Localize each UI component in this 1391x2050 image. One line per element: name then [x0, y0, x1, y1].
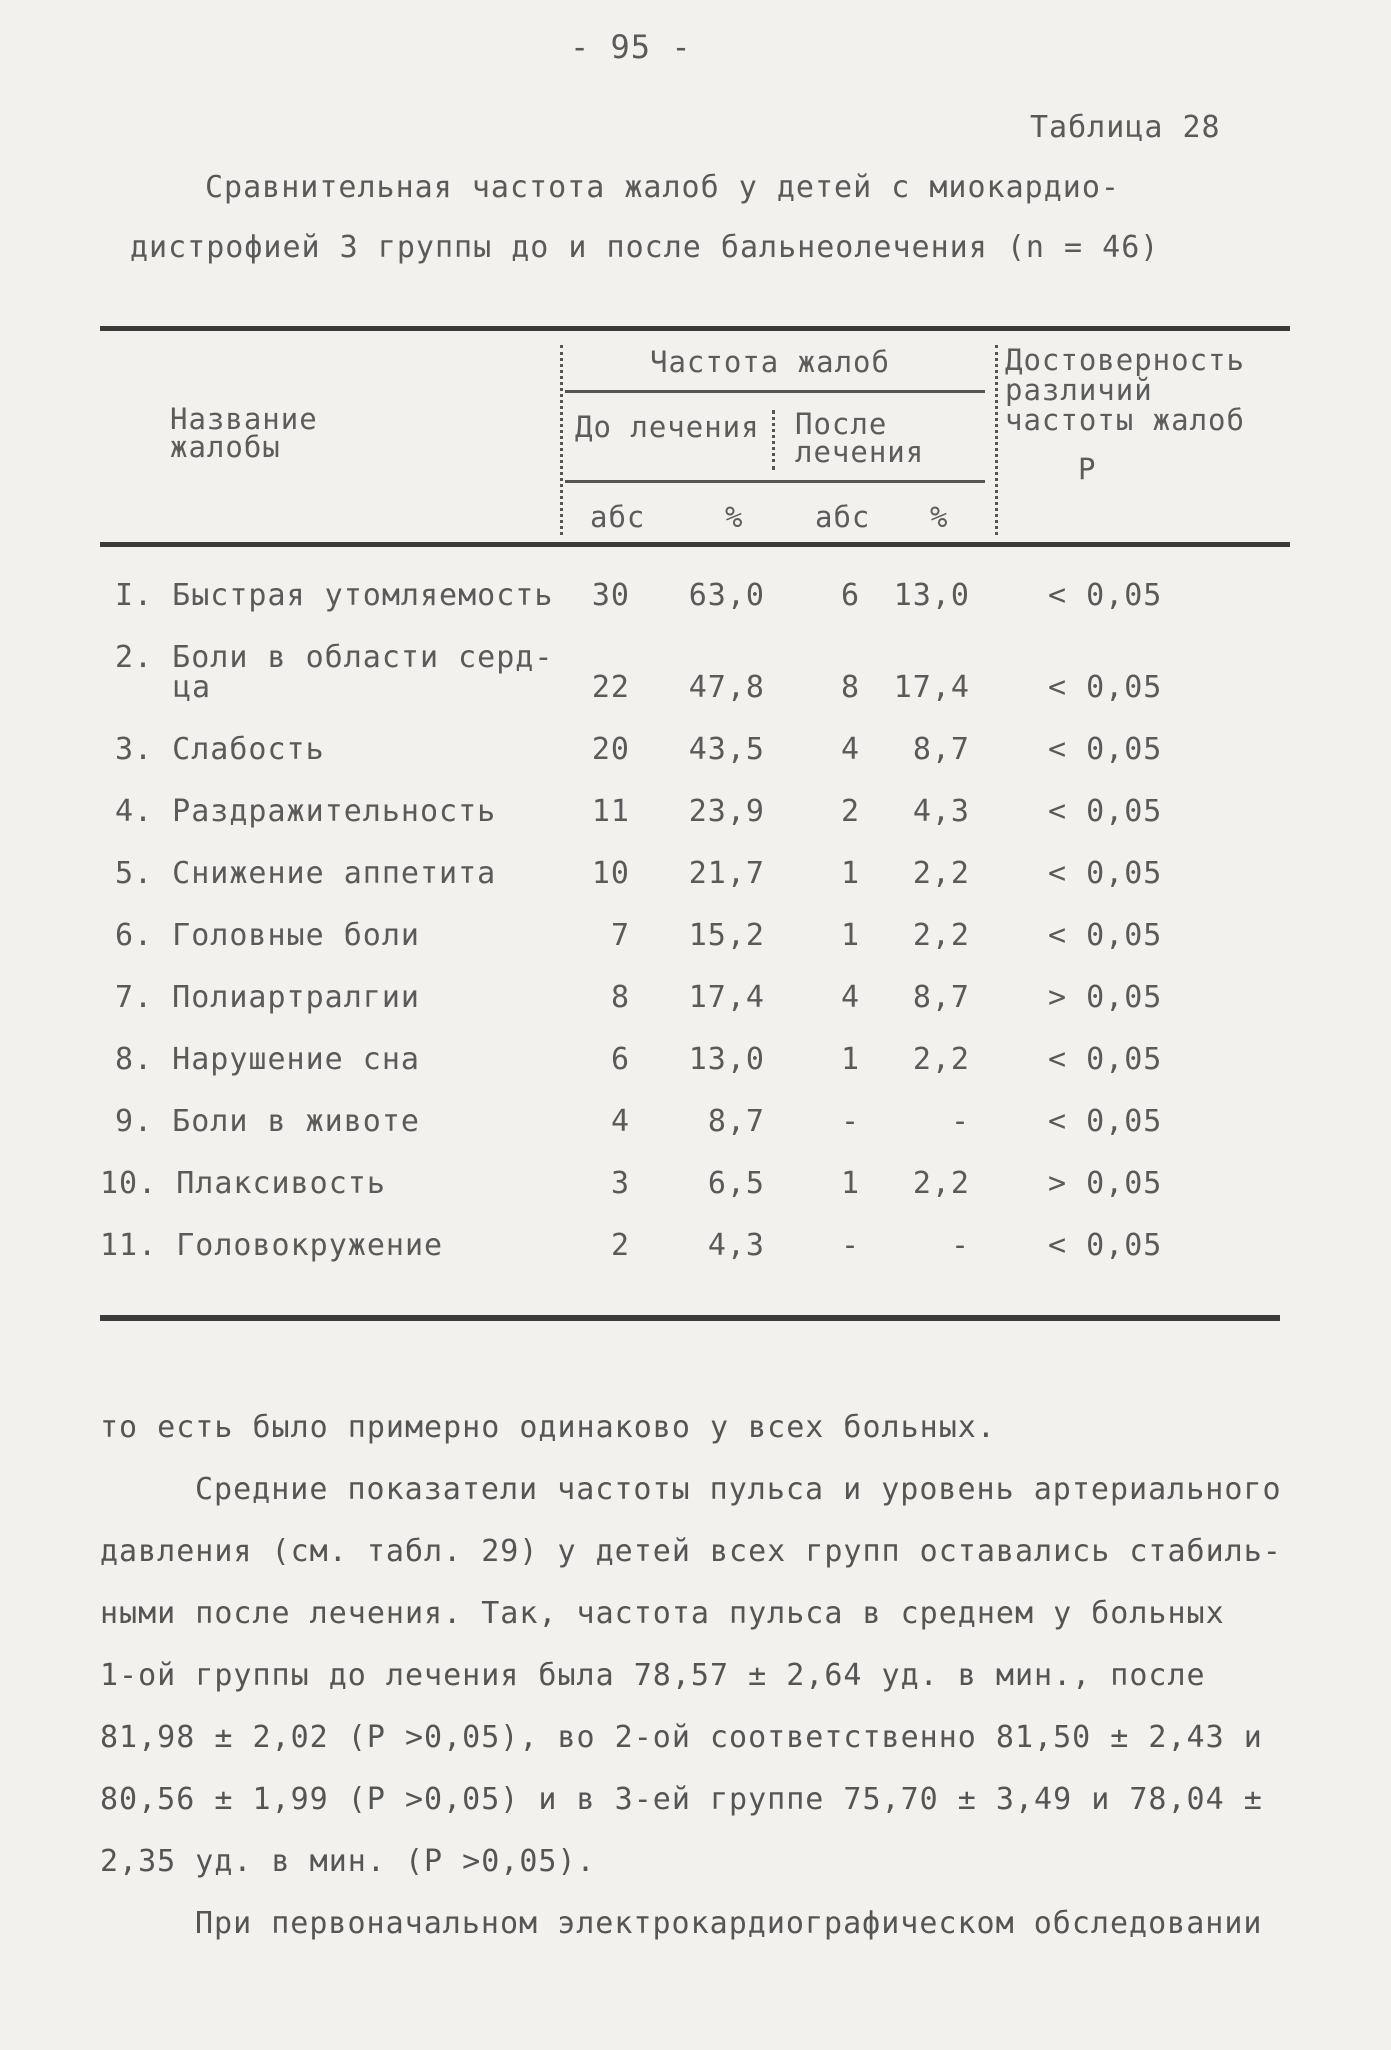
header-p: P: [1078, 452, 1097, 486]
header-reliability: Достоверность различий частоты жалоб: [1005, 343, 1245, 437]
body-line-5: 1-ой группы до лечения была 78,57 ± 2,64 уд. в мин., после: [100, 1658, 1206, 1693]
row-name-cont: ца: [173, 670, 212, 705]
table-bottom-rule: [100, 1315, 1280, 1321]
row-p: < 0,05: [1048, 794, 1163, 829]
table-top-rule: [100, 326, 1290, 331]
col-separator-right: [995, 345, 998, 535]
row-before-pct: 6,5: [707, 1166, 765, 1201]
row-after-pct: 8,7: [912, 980, 970, 1015]
row-before-abs: 8: [610, 980, 630, 1015]
table-caption-line2: дистрофией 3 группы до и после бальнеолечения (n = 46): [130, 230, 1160, 265]
row-name: I. Быстрая утомляемость: [115, 578, 554, 613]
body-line-8: 2,35 уд. в мин. (P >0,05).: [100, 1844, 596, 1879]
row-after-abs: 4: [840, 980, 860, 1015]
row-p: > 0,05: [1048, 1166, 1163, 1201]
row-after-abs: 2: [840, 794, 860, 829]
header-before: До лечения: [575, 410, 760, 444]
row-before-abs: 10: [591, 856, 630, 891]
row-before-abs: 30: [591, 578, 630, 613]
row-before-abs: 6: [610, 1042, 630, 1077]
row-before-pct: 43,5: [688, 732, 765, 767]
header-bottom-rule: [100, 542, 1290, 547]
header-complaint-name: Название жалобы: [170, 402, 318, 464]
row-before-pct: 21,7: [688, 856, 765, 891]
row-p: < 0,05: [1048, 732, 1163, 767]
row-p: < 0,05: [1048, 918, 1163, 953]
body-line-4: ными после лечения. Так, частота пульса в среднем у больных: [100, 1596, 1225, 1631]
row-p: > 0,05: [1048, 980, 1163, 1015]
body-line-1: то есть было примерно одинаково у всех больных.: [100, 1410, 996, 1445]
row-before-pct: 8,7: [707, 1104, 765, 1139]
header-after: После лечения: [795, 407, 925, 469]
body-line-3: давления (см. табл. 29) у детей всех групп оставались стабиль-: [100, 1534, 1282, 1569]
row-after-pct: 2,2: [912, 856, 970, 891]
row-after-abs: 4: [840, 732, 860, 767]
header-before-abs: абс: [590, 500, 646, 534]
row-name: 10. Плаксивость: [100, 1166, 386, 1201]
row-before-pct: 13,0: [688, 1042, 765, 1077]
row-after-pct: 2,2: [912, 1042, 970, 1077]
row-before-abs: 20: [591, 732, 630, 767]
row-after-abs: -: [840, 1104, 860, 1139]
row-p: < 0,05: [1048, 578, 1163, 613]
row-name: 9. Боли в животе: [115, 1104, 420, 1139]
row-after-pct: 17,4: [893, 670, 970, 705]
row-after-abs: 1: [840, 856, 860, 891]
row-after-abs: 1: [840, 1042, 860, 1077]
row-after-abs: 8: [840, 670, 860, 705]
row-before-abs: 22: [591, 670, 630, 705]
row-p: < 0,05: [1048, 1228, 1163, 1263]
row-after-abs: 6: [840, 578, 860, 613]
row-name: 2. Боли в области серд-: [115, 640, 554, 675]
row-after-abs: 1: [840, 918, 860, 953]
body-line-2: Средние показатели частоты пульса и уровень артериального: [195, 1472, 1282, 1507]
header-subcol-rule: [565, 480, 985, 483]
row-after-pct: 2,2: [912, 918, 970, 953]
row-name: 11. Головокружение: [100, 1228, 444, 1263]
row-name: 3. Слабость: [115, 732, 325, 767]
row-p: < 0,05: [1048, 670, 1163, 705]
row-p: < 0,05: [1048, 1042, 1163, 1077]
row-before-abs: 7: [610, 918, 630, 953]
row-before-abs: 3: [610, 1166, 630, 1201]
row-name: 6. Головные боли: [115, 918, 420, 953]
header-after-abs: абс: [815, 500, 871, 534]
row-after-pct: 13,0: [893, 578, 970, 613]
header-frequency-rule: [565, 390, 985, 393]
row-after-pct: -: [950, 1228, 970, 1263]
row-name: 8. Нарушение сна: [115, 1042, 420, 1077]
row-before-pct: 47,8: [688, 670, 765, 705]
header-frequency: Частота жалоб: [650, 345, 890, 379]
row-p: < 0,05: [1048, 1104, 1163, 1139]
row-before-pct: 63,0: [688, 578, 765, 613]
row-before-abs: 2: [610, 1228, 630, 1263]
row-name: 5. Снижение аппетита: [115, 856, 497, 891]
row-before-pct: 4,3: [707, 1228, 765, 1263]
row-after-pct: 2,2: [912, 1166, 970, 1201]
row-after-pct: -: [950, 1104, 970, 1139]
row-after-pct: 8,7: [912, 732, 970, 767]
row-before-pct: 15,2: [688, 918, 765, 953]
page-number: - 95 -: [570, 28, 692, 66]
row-after-pct: 4,3: [912, 794, 970, 829]
row-after-abs: 1: [840, 1166, 860, 1201]
row-p: < 0,05: [1048, 856, 1163, 891]
row-name: 4. Раздражительность: [115, 794, 497, 829]
row-before-pct: 23,9: [688, 794, 765, 829]
table-caption-line1: Сравнительная частота жалоб у детей с миокардио-: [205, 170, 1120, 205]
body-line-6: 81,98 ± 2,02 (P >0,05), во 2-ой соответственно 81,50 ± 2,43 и: [100, 1720, 1263, 1755]
row-after-abs: -: [840, 1228, 860, 1263]
body-line-9: При первоначальном электрокардиографическом обследовании: [195, 1906, 1263, 1941]
col-separator-left: [560, 345, 563, 535]
row-before-abs: 4: [610, 1104, 630, 1139]
header-before-pct: %: [725, 500, 744, 534]
body-line-7: 80,56 ± 1,99 (P >0,05) и в 3-ей группе 75,70 ± 3,49 и 78,04 ±: [100, 1782, 1263, 1817]
table-label: Таблица 28: [1030, 110, 1221, 145]
col-separator-mid: [772, 410, 775, 470]
row-before-abs: 11: [591, 794, 630, 829]
header-after-pct: %: [930, 500, 949, 534]
row-before-pct: 17,4: [688, 980, 765, 1015]
row-name: 7. Полиартралгии: [115, 980, 420, 1015]
